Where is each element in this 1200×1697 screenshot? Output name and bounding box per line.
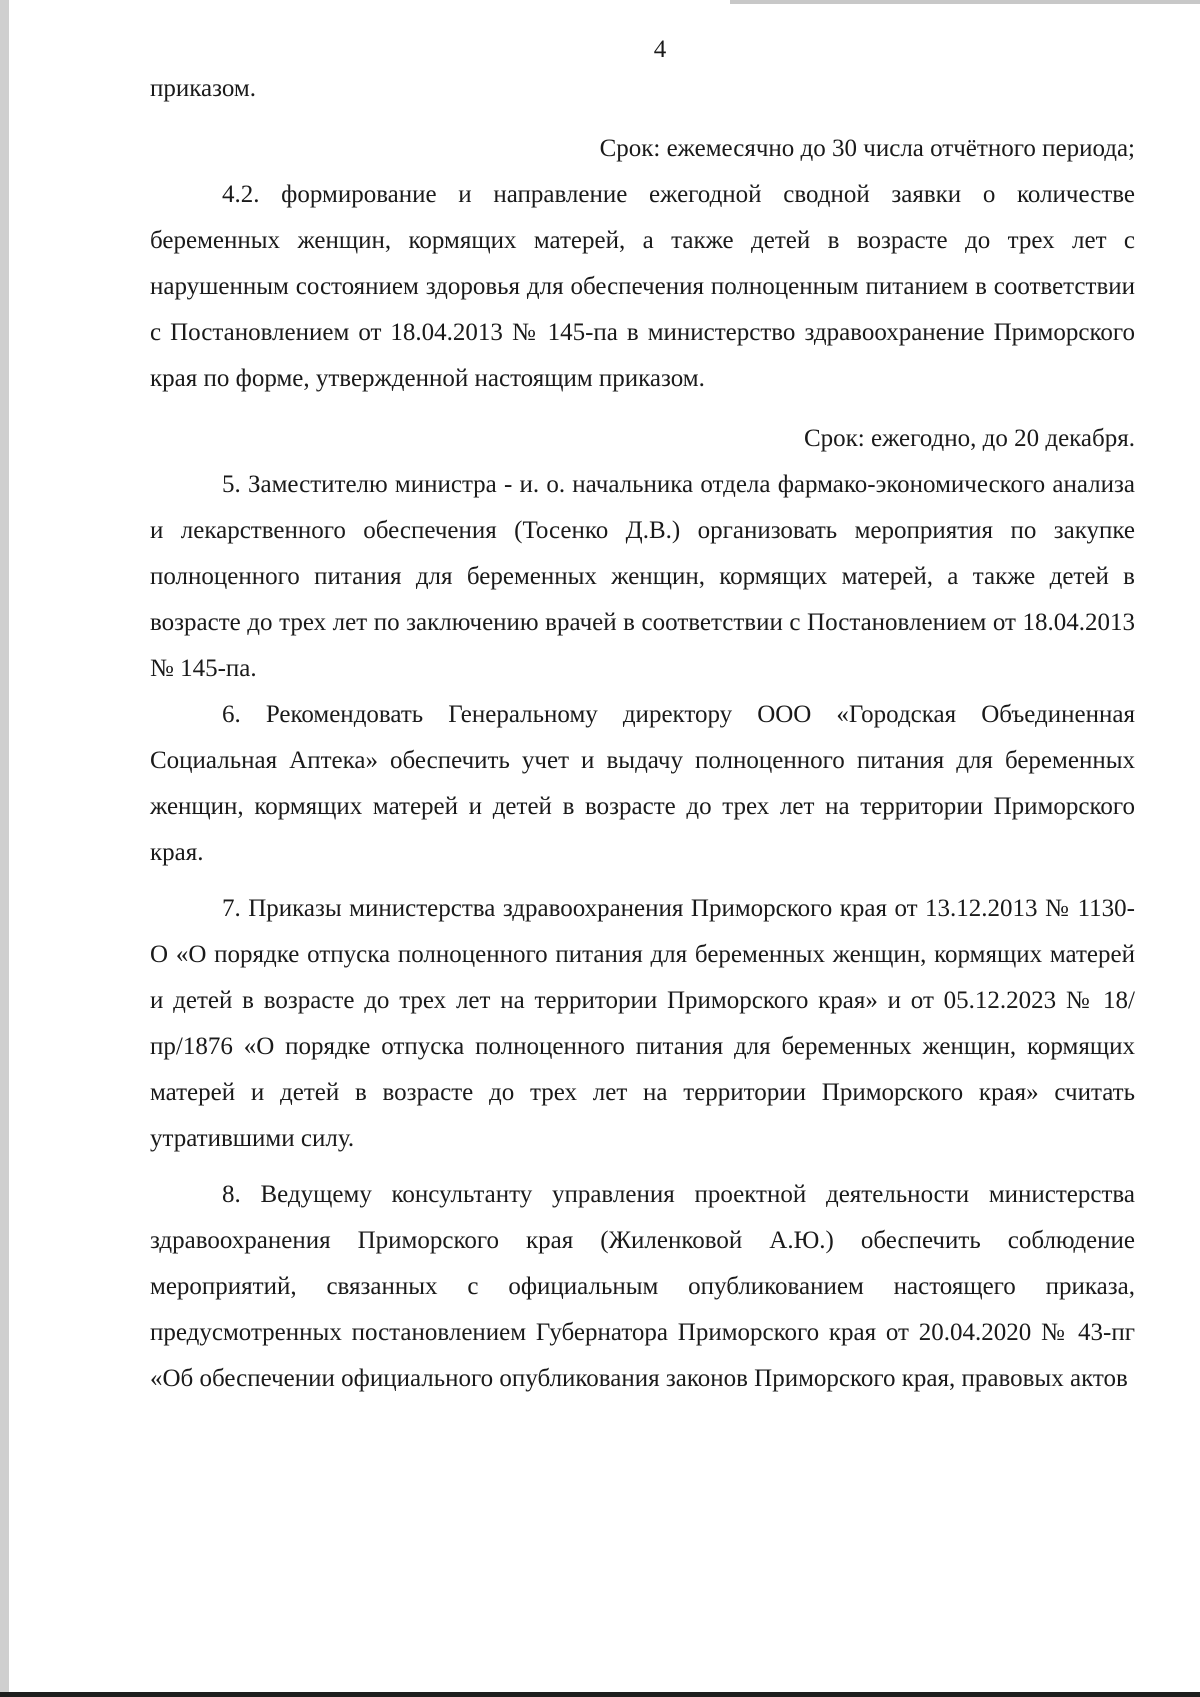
paragraph-item-4-2: 4.2. формирование и направление ежегодной сводной заявки о количестве беременных женщин, кормящих матерей, а также детей в возрасте до трех лет с нарушенным состоянием здоровья для обеспечения полноценным питанием в соответствии с Постановлением от 18.04.2013 № 145-па в министерство здравоохранение Приморского края по форме, утвержденной настоящим приказом. bbox=[150, 181, 1135, 392]
paragraph-item-6: 6. Рекомендовать Генеральному директору ООО «Городская Объединенная Социальная Аптека» обеспечить учет и выдачу полноценного питания для беременных женщин, кормящих матерей и детей в возрасте до трех лет на территории Приморского края. bbox=[150, 701, 1135, 866]
deadline-yearly: Срок: ежегодно, до 20 декабря. bbox=[803, 425, 1135, 452]
scan-edge-top bbox=[730, 0, 1200, 4]
deadline-monthly: Срок: ежемесячно до 30 числа отчётного периода; bbox=[599, 135, 1135, 162]
paragraph-item-8: 8. Ведущему консультанту управления проектной деятельности министерства здравоохранения Приморского края (Жиленковой А.Ю.) обеспечить соблюдение мероприятий, связанных с официальным опубликованием настоящего приказа, предусмотренных постановлением Губернатора Приморского края от 20.04.2020 № 43-пг «Об обеспечении официального опубликования законов Приморского края, правовых актов bbox=[150, 1181, 1135, 1392]
paragraph-continuation: приказом. bbox=[150, 75, 256, 102]
page-number: 4 bbox=[653, 36, 667, 63]
scan-edge-left bbox=[0, 0, 9, 1697]
paragraph-item-7: 7. Приказы министерства здравоохранения Приморского края от 13.12.2013 № 1130-О «О порядке отпуска полноценного питания для беременных женщин, кормящих матерей и детей в возрасте до трех лет на территории Приморского края» и от 05.12.2023 № 18/пр/1876 «О порядке отпуска полноценного питания для беременных женщин, кормящих матерей и детей в возрасте до трех лет на территории Приморского края» считать утратившими силу. bbox=[150, 895, 1135, 1152]
paragraph-item-5: 5. Заместителю министра - и. о. начальника отдела фармако-экономического анализа и лекарственного обеспечения (Тосенко Д.В.) организовать мероприятия по закупке полноценного питания для беременных женщин, кормящих матерей, а также детей в возрасте до трех лет по заключению врачей в соответствии с Постановлением от 18.04.2013 № 145-па. bbox=[150, 471, 1135, 682]
scan-edge-bottom bbox=[0, 1692, 1200, 1697]
document-body bbox=[150, 66, 1135, 1402]
